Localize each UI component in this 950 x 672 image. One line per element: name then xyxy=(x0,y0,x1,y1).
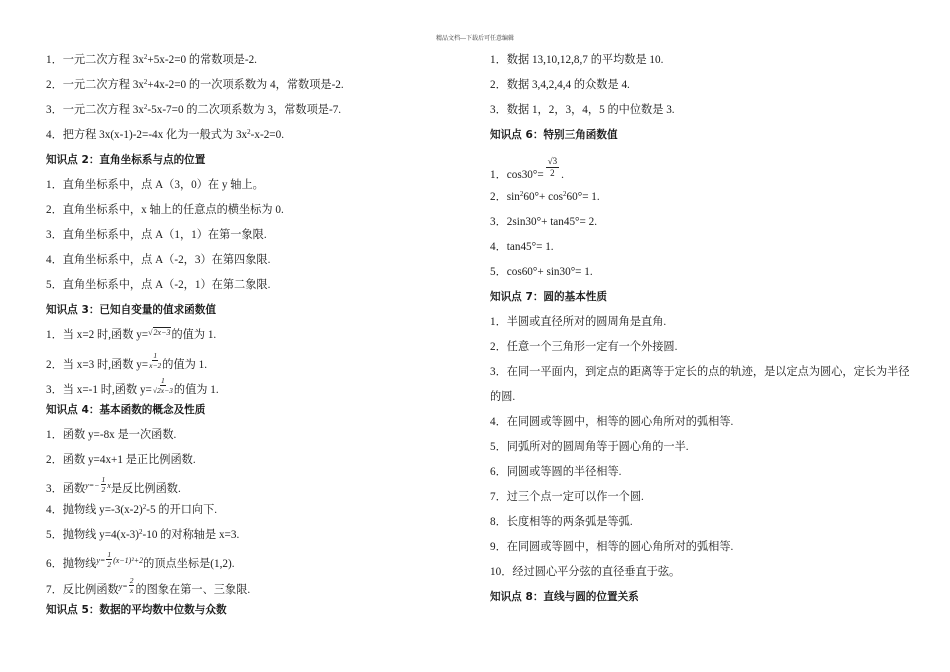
list-item: 2．直角坐标系中，x 轴上的任意点的横坐标为 0. xyxy=(46,204,284,216)
list-item: 6．抛物线$^{y=}$ $\frac{1}{2}$ $^{(x-1)^2+2}$的顶点坐标是(1,2). xyxy=(46,550,235,571)
list-item: 3．2sin30°+ tan45°= 2. xyxy=(490,216,598,228)
list-item: 1．cos30°= $\frac{√3}{2}$ . xyxy=(490,156,564,182)
list-item: 1．当 x=2 时,函数 y=$^{√2x-3}$的值为 1. xyxy=(46,328,217,341)
page-header: 精品文档---下载后可任意编辑 xyxy=(436,36,514,42)
list-item: 2．数据 3,4,2,4,4 的众数是 4. xyxy=(490,79,630,91)
list-item-continuation: 的圆. xyxy=(490,391,516,403)
list-item: 2．一元二次方程 $3x^2+4x-2=0$ 的一次项系数为 4，常数项是-2. xyxy=(46,78,344,91)
section-heading: 知识点 6：特别三角函数值 xyxy=(490,129,618,141)
list-item: 6．同圆或等圆的半径相等. xyxy=(490,466,622,478)
list-item: 5．同弧所对的圆周角等于圆心角的一半. xyxy=(490,441,689,453)
section-heading: 知识点 5：数据的平均数中位数与众数 xyxy=(46,604,227,616)
list-item: 4．在同圆或等圆中，相等的圆心角所对的弧相等. xyxy=(490,416,734,428)
section-heading: 知识点 8：直线与圆的位置关系 xyxy=(490,591,639,603)
list-item: 1．数据 13,10,12,8,7 的平均数是 10. xyxy=(490,54,664,66)
list-item: 4．抛物线 $y=-3(x-2)^2-5$ 的开口向下. xyxy=(46,503,218,516)
list-item: 2．$\sin^260^\circ+ \cos^260^\circ= 1$. xyxy=(490,190,600,203)
list-item: 4．把方程 3x(x-1)-2=-4x 化为一般式为 $3x^2-x-2=0$. xyxy=(46,128,284,141)
list-item: 8．长度相等的两条弧是等弧. xyxy=(490,516,633,528)
list-item: 5．cos60°+ sin30°= 1. xyxy=(490,266,593,278)
list-item: 1．函数 y=-8x 是一次函数. xyxy=(46,429,177,441)
list-item: 2．当 x=3 时,函数 y= $\frac{1}{x-2}$ 的值为 1. xyxy=(46,351,208,372)
list-item: 3．直角坐标系中，点 A（1，1）在第一象限. xyxy=(46,229,267,241)
section-heading: 知识点 7：圆的基本性质 xyxy=(490,291,607,303)
fraction: $\frac{1}{x-2}$ xyxy=(149,351,162,370)
section-heading: 知识点 2：直角坐标系与点的位置 xyxy=(46,154,206,166)
list-item: 3．函数$^{y=-}$ $\frac{1}{2}$ $^x$是反比例函数. xyxy=(46,475,181,496)
list-item: 4．直角坐标系中，点 A（-2，3）在第四象限. xyxy=(46,254,271,266)
list-item: 3．一元二次方程 $3x^2-5x-7=0$ 的二次项系数为 3，常数项是-7. xyxy=(46,103,342,116)
list-item: 4．tan45°= 1. xyxy=(490,241,554,253)
list-item: 2．任意一个三角形一定有一个外接圆. xyxy=(490,341,678,353)
list-item: 1．一元二次方程 $3x^2+5x-2=0$ 的常数项是-2. xyxy=(46,53,257,66)
fraction: $\frac{√3}{2}$ xyxy=(547,156,558,178)
fraction: $\frac{1}{√2x-3}$ xyxy=(152,376,173,395)
list-item: 7．过三个点一定可以作一个圆. xyxy=(490,491,644,503)
list-item: 3．当 x=-1 时,函数 y= $\frac{1}{√2x-3}$ 的值为 1. xyxy=(46,376,219,397)
list-item: 2．函数 y=4x+1 是正比例函数. xyxy=(46,454,196,466)
list-item: 10．经过圆心平分弦的直径垂直于弦。 xyxy=(490,566,681,578)
list-item: 9．在同圆或等圆中，相等的圆心角所对的弧相等. xyxy=(490,541,734,553)
list-item: 1．半圆或直径所对的圆周角是直角. xyxy=(490,316,667,328)
list-item: 5．抛物线 $y=4(x-3)^2-10$ 的对称轴是 x=3. xyxy=(46,528,240,541)
list-item: 3．在同一平面内，到定点的距离等于定长的点的轨迹，是以定点为圆心，定长为半径 xyxy=(490,366,910,378)
list-item: 3．数据 1，2，3，4，5 的中位数是 3. xyxy=(490,104,675,116)
list-item: 7．反比例函数$^{y=}$ $\frac{2}{x}$ 的图象在第一、三象限. xyxy=(46,576,251,597)
section-heading: 知识点 4：基本函数的概念及性质 xyxy=(46,404,206,416)
list-item: 5．直角坐标系中，点 A（-2，1）在第二象限. xyxy=(46,279,271,291)
section-heading: 知识点 3：已知自变量的值求函数值 xyxy=(46,304,216,316)
list-item: 1．直角坐标系中，点 A（3，0）在 y 轴上。 xyxy=(46,179,264,191)
